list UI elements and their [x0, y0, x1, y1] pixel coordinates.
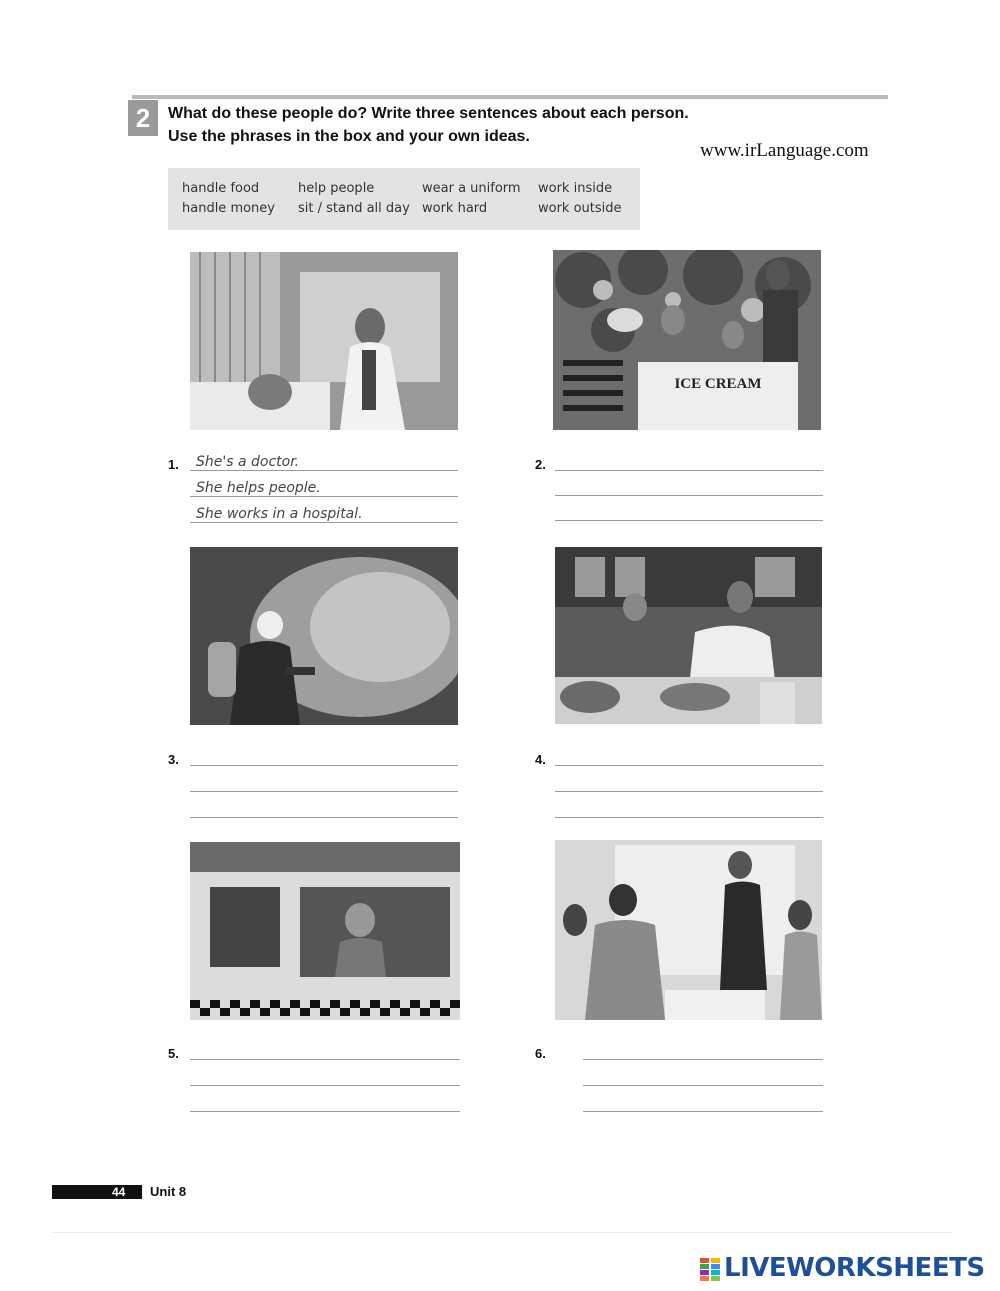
header-rule: [132, 95, 888, 99]
answer-field[interactable]: [190, 1071, 460, 1086]
doctor-with-patient-photo: [190, 252, 458, 430]
item-number: 2.: [535, 457, 546, 472]
phrase-item: work inside: [538, 181, 613, 196]
instruction-line-1: What do these people do? Write three sentences about each person.: [168, 105, 689, 122]
answer-field[interactable]: [190, 482, 458, 497]
ice-cream-sign-text: ICE CREAM: [674, 376, 762, 392]
teacher-photo: [555, 840, 822, 1020]
liveworksheets-brand-text: LIVEWORKSHEETS: [724, 1253, 985, 1283]
footer-bar: [52, 1185, 142, 1199]
item-number: 1.: [168, 457, 179, 472]
answer-field[interactable]: [583, 1097, 823, 1112]
answer-field[interactable]: [555, 803, 823, 818]
instruction-line-2: Use the phrases in the box and your own ideas.: [168, 128, 530, 145]
taxi-driver-photo: [190, 842, 460, 1020]
liveworksheets-logo-icon: [700, 1258, 720, 1282]
answer-field[interactable]: [190, 777, 458, 792]
answer-field[interactable]: [555, 751, 823, 766]
answer-field[interactable]: [190, 1097, 460, 1112]
answer-field[interactable]: [555, 456, 823, 471]
answer-field[interactable]: [555, 481, 823, 496]
phrase-item: wear a uniform: [422, 181, 521, 196]
phrase-item: handle money: [182, 201, 275, 216]
answer-field[interactable]: [190, 456, 458, 471]
answer-field[interactable]: [583, 1045, 823, 1060]
firefighter-photo: [190, 547, 458, 725]
answer-field[interactable]: [555, 506, 823, 521]
answer-text: She works in a hospital.: [196, 506, 363, 522]
answer-field[interactable]: [190, 508, 458, 523]
answer-text: She helps people.: [196, 480, 321, 496]
item-number: 5.: [168, 1046, 179, 1061]
item-number: 3.: [168, 752, 179, 767]
unit-label: Unit 8: [150, 1184, 187, 1199]
answer-field[interactable]: [583, 1071, 823, 1086]
item-number: 4.: [535, 752, 546, 767]
answer-field[interactable]: [190, 803, 458, 818]
phrase-item: work hard: [422, 201, 488, 216]
phrase-item: work outside: [538, 201, 622, 216]
answer-field[interactable]: [190, 751, 458, 766]
bottom-rule: [52, 1232, 952, 1233]
phrase-item: handle food: [182, 181, 260, 196]
watermark-site: www.irLanguage.com: [700, 140, 869, 161]
answer-text: She's a doctor.: [196, 454, 300, 470]
phrase-box: [168, 168, 640, 230]
item-number: 6.: [535, 1046, 546, 1061]
chef-photo: [555, 547, 822, 724]
page-number: 44: [112, 1185, 126, 1199]
exercise-number-badge: 2: [128, 100, 158, 136]
phrase-item: help people: [298, 181, 375, 196]
ice-cream-vendor-photo: [553, 250, 821, 430]
phrase-item: sit / stand all day: [298, 201, 410, 216]
answer-field[interactable]: [555, 777, 823, 792]
answer-field[interactable]: [190, 1045, 460, 1060]
